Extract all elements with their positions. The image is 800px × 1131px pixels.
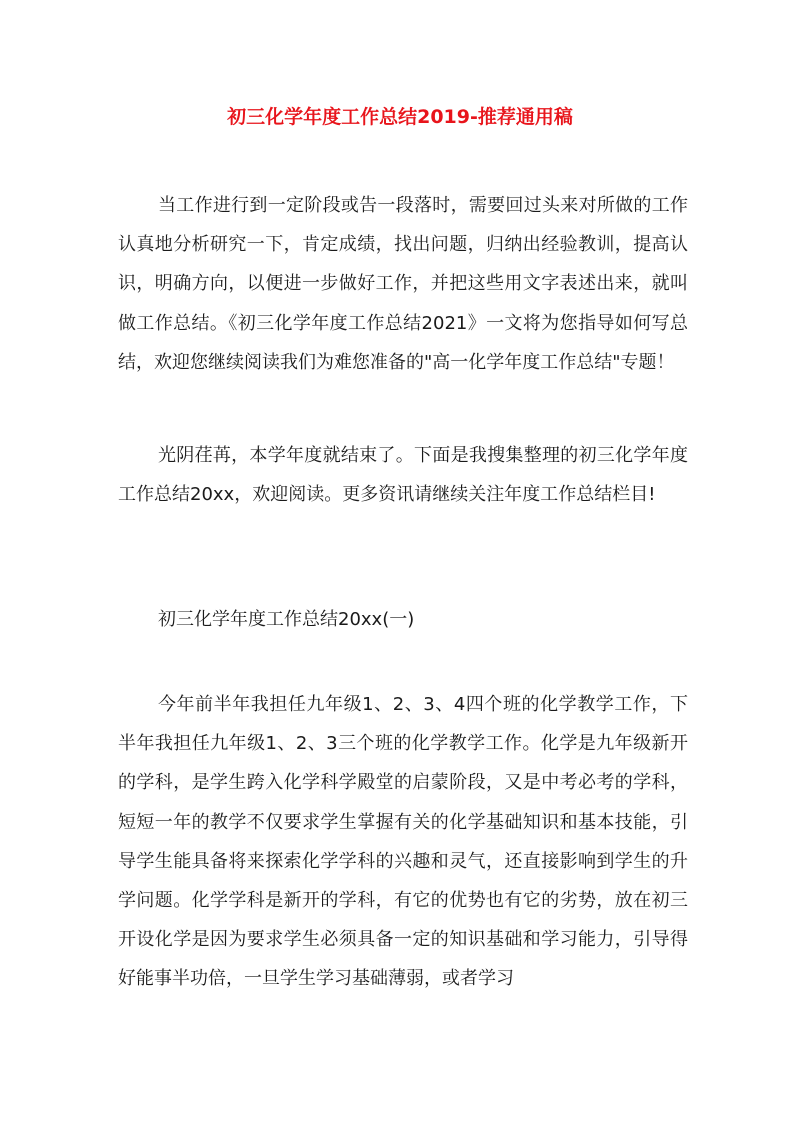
- intro-paragraph-2: 光阴荏苒，本学年度就结束了。下面是我搜集整理的初三化学年度工作总结20xx，欢迎阅读。更多资讯请继续关注年度工作总结栏目!: [118, 445, 688, 506]
- body-paragraph: 今年前半年我担任九年级1、2、3、4四个班的化学教学工作，下半年我担任九年级1、2、3三个班的化学教学工作。化学是九年级新开的学科，是学生跨入化学科学殿堂的启蒙阶段，又是中考必考的学科，短短一年的教学不仅要求学生掌握有关的化学基础知识和基本技能，引导学生能具备将来探索化学学科的兴趣和灵气，还直接影响到学生的升学问题。化学学科是新开的学科，有它的优势也有它的劣势，放在初三开设化学是因为要求学生必须具备一定的知识基础和学习能力，引导得好能事半功倍，一旦学生学习基础薄弱，或者学习: [118, 694, 688, 990]
- section-heading: 初三化学年度工作总结20xx(一): [158, 609, 415, 630]
- document-title: 初三化学年度工作总结2019-推荐通用稿: [227, 106, 573, 128]
- intro-paragraph: 当工作进行到一定阶段或告一段落时，需要回过头来对所做的工作认真地分析研究一下，肯定成绩，找出问题，归纳出经验教训，提高认识，明确方向，以便进一步做好工作，并把这些用文字表述出来，就叫做工作总结。《初三化学年度工作总结2021》一文将为您指导如何写总结，欢迎您继续阅读我们为难您准备的"高一化学年度工作总结"专题！: [118, 195, 688, 373]
